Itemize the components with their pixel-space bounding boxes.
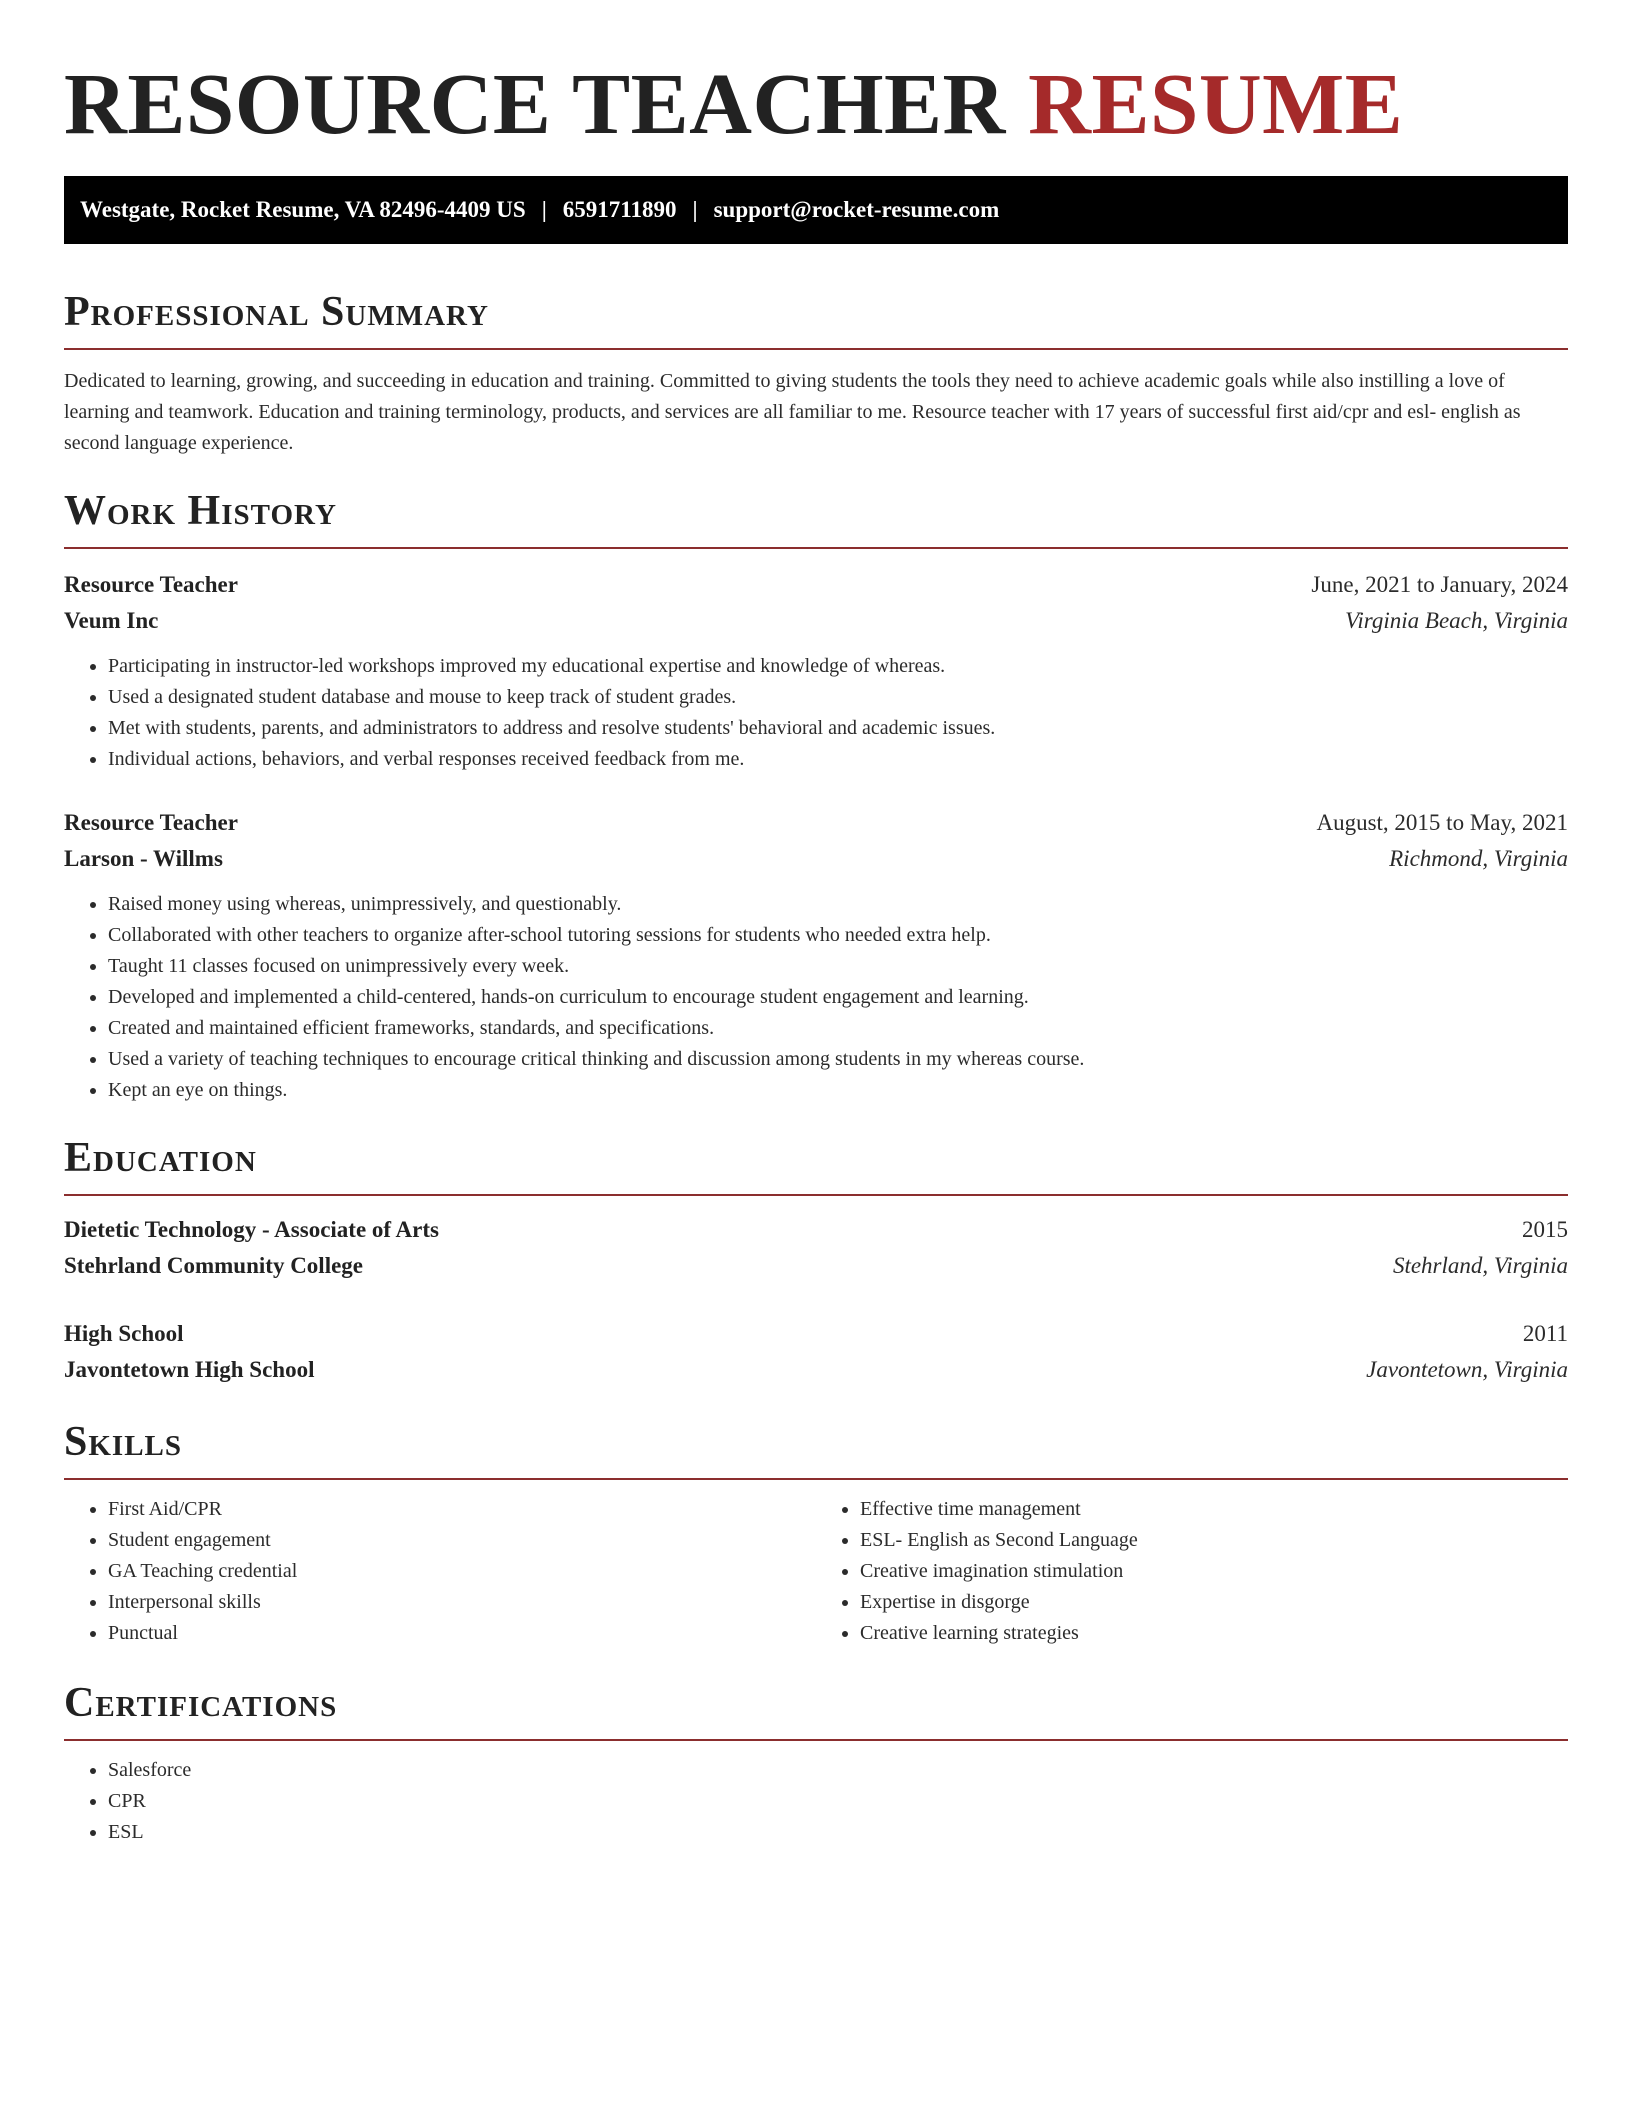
skill-item: • Creative learning strategies: [860, 1618, 1568, 1649]
education-degree: Dietetic Technology - Associate of Arts: [64, 1217, 439, 1242]
job-title-row: [64, 567, 1568, 603]
job-bullet: • Created and maintained efficient frameworks, standards, and specifications.: [108, 1013, 1568, 1044]
certification-item: • ESL: [108, 1817, 1568, 1848]
education-entry: [64, 1316, 1568, 1388]
job-entry: [64, 567, 1568, 775]
job-company: Larson - Willms: [64, 846, 223, 871]
education-school: Stehrland Community College: [64, 1253, 363, 1278]
job-bullet: • Individual actions, behaviors, and verbal responses received feedback from me.: [108, 744, 1568, 775]
work-history-heading: Work History: [64, 485, 1568, 549]
summary-text: Dedicated to learning, growing, and succeeding in education and training. Committed to giving students the tools they need to achieve academic goals while also instilling a love of learning and teamwork. Education and training terminology, products, and services are all familiar to me. Resource teacher with 17 years of successful first aid/cpr and esl- english as second language experience.: [64, 370, 1521, 454]
job-title: Resource Teacher: [64, 572, 238, 597]
job-title: Resource Teacher: [64, 810, 238, 835]
job-location: Virginia Beach, Virginia: [1345, 608, 1568, 633]
title-main: RESOURCE TEACHER: [64, 55, 1006, 152]
education-location: Javontetown, Virginia: [1366, 1357, 1568, 1382]
education-school: Javontetown High School: [64, 1357, 315, 1382]
skill-item: • Punctual: [108, 1618, 816, 1649]
education-entry: [64, 1212, 1568, 1284]
job-dates: June, 2021 to January, 2024: [1311, 572, 1568, 597]
skill-item: • Effective time management: [860, 1494, 1568, 1525]
skills-left-column: [64, 1494, 816, 1649]
job-company: Veum Inc: [64, 608, 159, 633]
job-bullet: • Developed and implemented a child-centered, hands-on curriculum to encourage student engagement and learning.: [108, 982, 1568, 1013]
job-bullets: [64, 889, 1568, 1106]
skills-grid: [64, 1494, 1568, 1649]
skill-item: • First Aid/CPR: [108, 1494, 816, 1525]
skill-item: • GA Teaching credential: [108, 1556, 816, 1587]
job-bullet: • Kept an eye on things.: [108, 1075, 1568, 1106]
education-degree: High School: [64, 1321, 184, 1346]
summary-heading: Professional Summary: [64, 286, 1568, 350]
skills-heading: Skills: [64, 1416, 1568, 1480]
job-bullet: • Used a designated student database and mouse to keep track of student grades.: [108, 682, 1568, 713]
education-degree-row: [64, 1316, 1568, 1352]
job-dates: August, 2015 to May, 2021: [1316, 810, 1568, 835]
job-location: Richmond, Virginia: [1389, 846, 1568, 871]
job-bullets: [64, 651, 1568, 775]
skill-item: • Interpersonal skills: [108, 1587, 816, 1618]
contact-bar: [64, 176, 1568, 244]
job-entry: [64, 805, 1568, 1106]
education-heading: Education: [64, 1132, 1568, 1196]
contact-email: support@rocket-resume.com: [713, 197, 1000, 222]
job-bullet: • Raised money using whereas, unimpressively, and questionably.: [108, 889, 1568, 920]
certification-item: • Salesforce: [108, 1755, 1568, 1786]
education-school-row: [64, 1352, 1568, 1388]
contact-phone: 6591711890: [562, 197, 677, 222]
resume-title: [64, 52, 1568, 156]
job-bullet: • Participating in instructor-led workshops improved my educational expertise and knowledge of whereas.: [108, 651, 1568, 682]
job-bullet: • Met with students, parents, and administrators to address and resolve students' behavioral and academic issues.: [108, 713, 1568, 744]
skill-item: • ESL- English as Second Language: [860, 1525, 1568, 1556]
education-year: 2011: [1522, 1321, 1568, 1346]
certification-item: • CPR: [108, 1786, 1568, 1817]
education-school-row: [64, 1248, 1568, 1284]
skill-item: • Student engagement: [108, 1525, 816, 1556]
certifications-list: [64, 1755, 1568, 1848]
certification-bullets: [64, 1755, 1568, 1848]
certifications-heading: Certifications: [64, 1677, 1568, 1741]
title-accent: RESUME: [1028, 55, 1404, 152]
skill-item: • Creative imagination stimulation: [860, 1556, 1568, 1587]
education-degree-row: [64, 1212, 1568, 1248]
skills-right-column: [816, 1494, 1568, 1649]
contact-separator: |: [692, 197, 698, 222]
job-title-row: [64, 805, 1568, 841]
contact-address: Westgate, Rocket Resume, VA 82496-4409 US: [80, 197, 526, 222]
job-bullet: • Collaborated with other teachers to organize after-school tutoring sessions for students who needed extra help.: [108, 920, 1568, 951]
education-year: 2015: [1522, 1217, 1568, 1242]
job-bullet: • Used a variety of teaching techniques to encourage critical thinking and discussion among students in my whereas course.: [108, 1044, 1568, 1075]
contact-separator: |: [541, 197, 547, 222]
job-company-row: [64, 603, 1568, 639]
job-company-row: [64, 841, 1568, 877]
job-bullet: • Taught 11 classes focused on unimpressively every week.: [108, 951, 1568, 982]
skill-item: • Expertise in disgorge: [860, 1587, 1568, 1618]
education-location: Stehrland, Virginia: [1392, 1253, 1568, 1278]
